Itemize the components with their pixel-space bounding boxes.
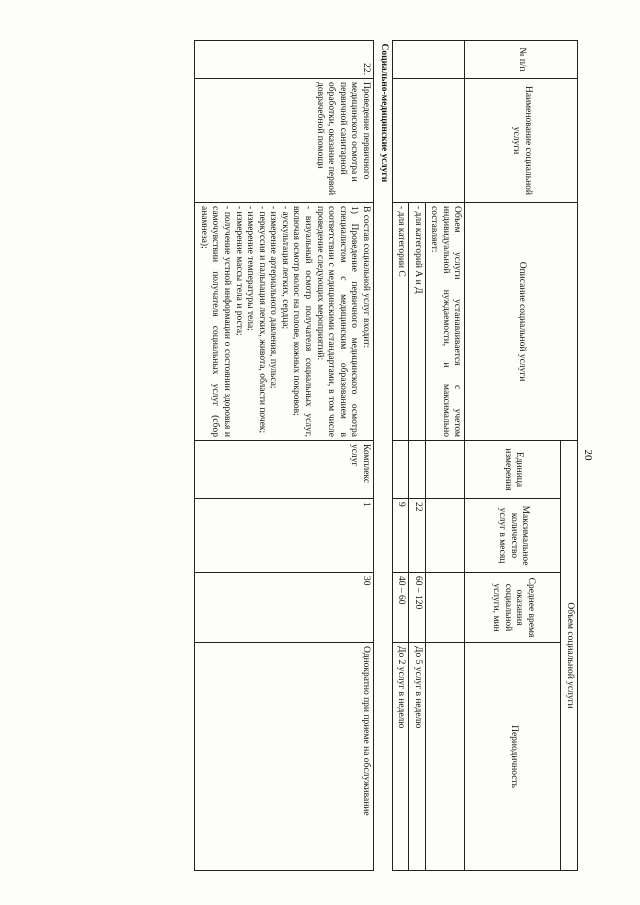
cell-num-prev	[392, 41, 465, 79]
cell-name-prev	[392, 79, 465, 203]
section-row	[373, 41, 392, 871]
cell-period: До 5 услуг в неделю	[409, 643, 426, 871]
cell-max: 1	[195, 499, 374, 573]
cell-unit	[425, 441, 465, 499]
cell-time: 30	[195, 573, 374, 643]
desc-line: - измерение артериального давления, пульса;	[268, 206, 279, 389]
cell-unit	[392, 441, 409, 499]
header-unit: Единица измерения	[465, 441, 561, 499]
cell-period: Однократно при приеме на обслуживание	[195, 643, 374, 871]
cell-max: 9	[392, 499, 409, 573]
header-desc: Описание социальной услуги	[465, 203, 578, 441]
header-row-1	[561, 41, 578, 871]
header-time: Среднее время оказания социальной услуги, мин	[465, 573, 561, 643]
header-num: № п/п	[465, 41, 578, 79]
header-name: Наименование социальной услуги	[465, 79, 578, 203]
section-title: Социально-медицинские услуги	[373, 41, 392, 871]
desc-line: - получение устной информации о состоянии здоровья и самочувствии получателя социальных услуг (сбор анамнеза);	[198, 206, 233, 437]
services-table	[194, 40, 578, 871]
desc-line: - измерение температуры тела;	[245, 206, 256, 331]
table-row	[195, 41, 374, 871]
cell-time: 40 – 60	[392, 573, 409, 643]
cell-name: Проведение первичного медицинского осмотра и первичной санитарной обработки, оказание первой доврачебной помощи	[195, 79, 374, 203]
header-max: Максимальное количество услуг в месяц	[465, 499, 561, 573]
cell-period	[425, 643, 465, 871]
table-row	[425, 41, 465, 871]
cell-max	[425, 499, 465, 573]
desc-line: В состав социальной услуг входит:	[360, 206, 371, 349]
header-volume-group: Объем социальной услуги	[561, 441, 578, 871]
cell-desc: - для категории С	[392, 203, 409, 441]
cell-time: 60 – 120	[409, 573, 426, 643]
cell-unit: Комплекс услуг	[195, 441, 374, 499]
header-period: Периодичность	[465, 643, 561, 871]
desc-line: - измерение массы тела и роста;	[233, 206, 244, 336]
desc-line: 1) Проведение первичного медицинского осмотра специалистом с медицинским образованием в соответствии с медицинскими стандартами, в том числе проведение следующих мероприятий:	[314, 206, 360, 437]
cell-num: 22.	[195, 41, 374, 79]
cell-desc: Объем услуги устанавливается с учетом индивидуальной нуждаемости, и максимально составляет:	[425, 203, 465, 441]
page-number: 20	[582, 449, 594, 461]
rotated-page	[20, 40, 596, 870]
desc-line: - аускультация легких, сердца;	[279, 206, 290, 330]
cell-desc: - для категорий А и Д	[409, 203, 426, 441]
cell-period: До 2 услуг в неделю	[392, 643, 409, 871]
cell-time	[425, 573, 465, 643]
cell-max: 22	[409, 499, 426, 573]
desc-line: - перкуссия и пальпация легких, живота, области почек;	[256, 206, 267, 434]
desc-line: - визуальный осмотр получателя социальных услуг, включая осмотр волос на голове, кожных покровов;	[291, 206, 314, 437]
cell-desc-list	[195, 203, 374, 441]
cell-unit	[409, 441, 426, 499]
